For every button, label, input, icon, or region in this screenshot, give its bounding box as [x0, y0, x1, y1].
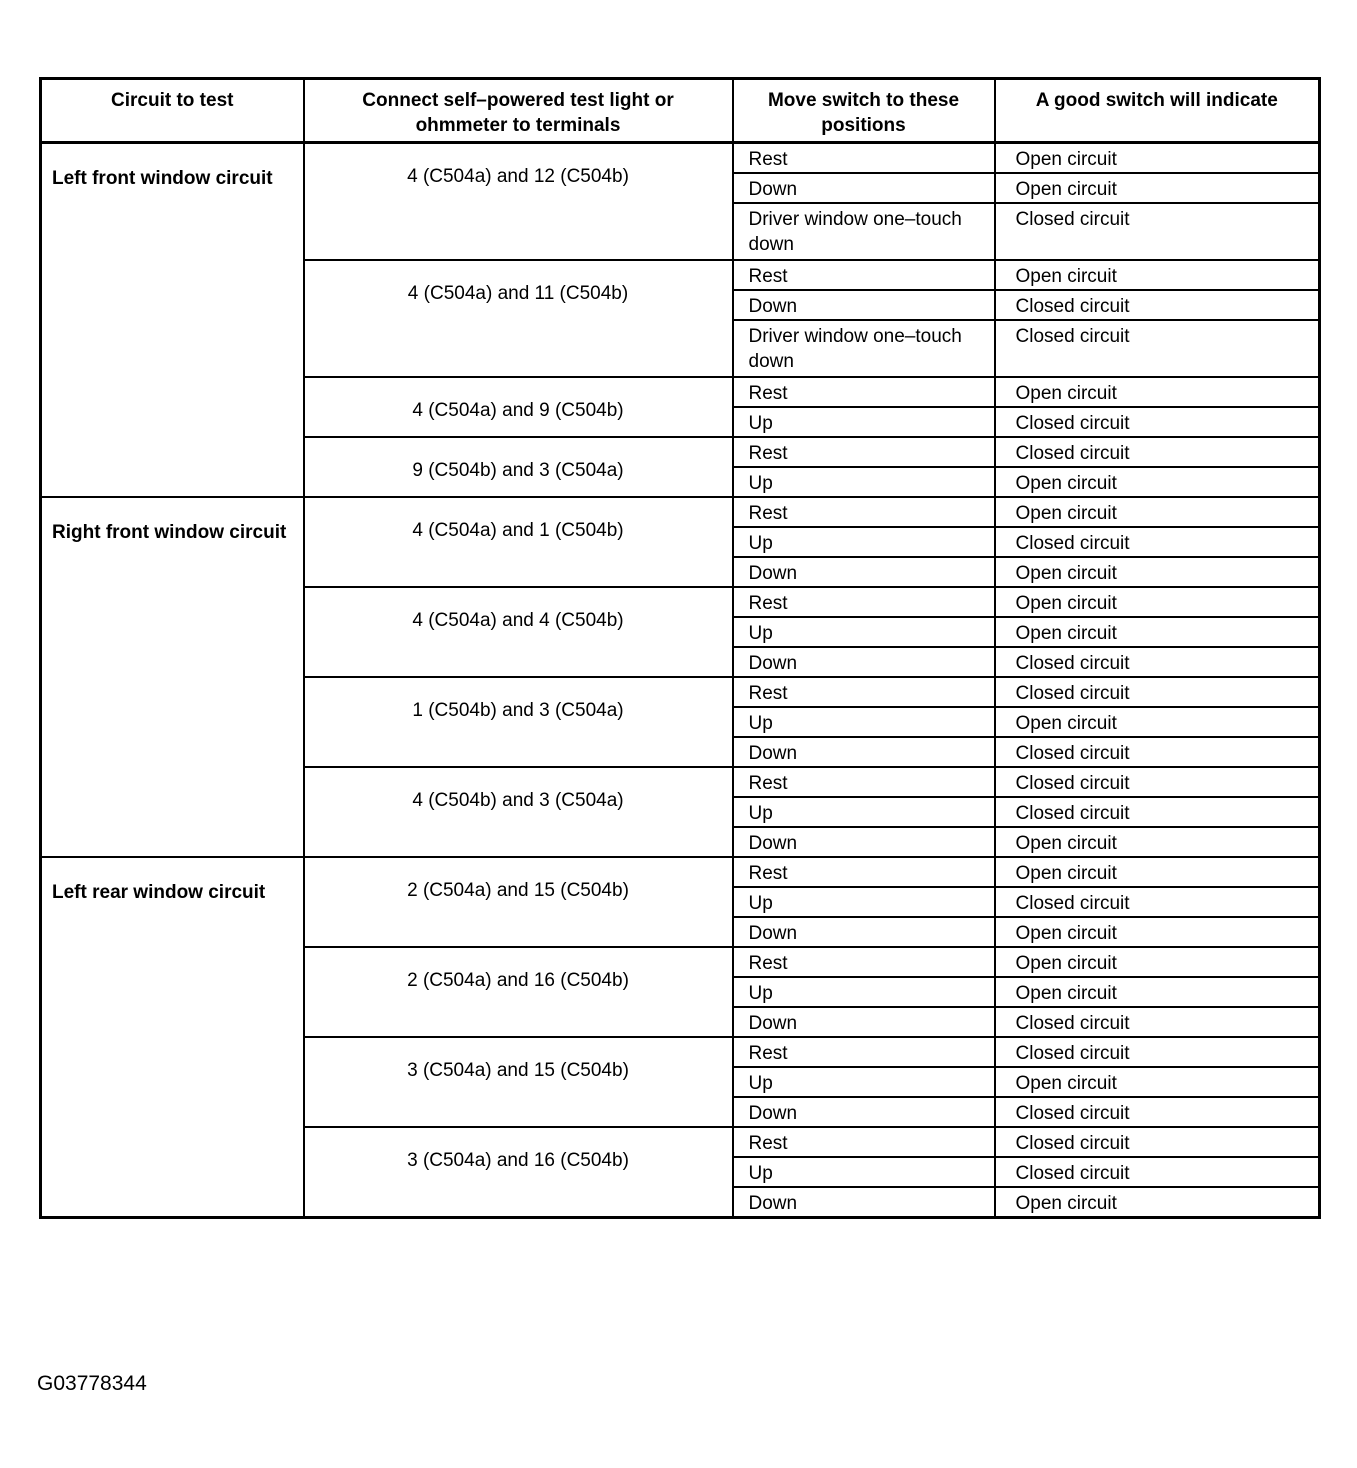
expected-result: Open circuit: [995, 617, 1320, 647]
terminal-pair: 4 (C504a) and 11 (C504b): [304, 260, 733, 377]
terminal-pair: 3 (C504a) and 16 (C504b): [304, 1127, 733, 1218]
switch-position: Rest: [733, 587, 995, 617]
switch-position: Rest: [733, 857, 995, 887]
expected-result: Closed circuit: [995, 1097, 1320, 1127]
switch-position: Down: [733, 1187, 995, 1218]
switch-position: Rest: [733, 767, 995, 797]
expected-result: Open circuit: [995, 143, 1320, 174]
switch-position: Up: [733, 407, 995, 437]
switch-position: Rest: [733, 143, 995, 174]
switch-position: Up: [733, 1157, 995, 1187]
expected-result: Open circuit: [995, 917, 1320, 947]
table-row: [41, 857, 1320, 887]
circuit-name: Left rear window circuit: [41, 857, 304, 1218]
switch-position: Down: [733, 1007, 995, 1037]
expected-result: Closed circuit: [995, 437, 1320, 467]
expected-result: Open circuit: [995, 260, 1320, 290]
terminal-pair: 1 (C504b) and 3 (C504a): [304, 677, 733, 767]
switch-position: Rest: [733, 260, 995, 290]
expected-result: Closed circuit: [995, 203, 1320, 260]
switch-position: Driver window one–touch down: [733, 320, 995, 377]
switch-position: Down: [733, 290, 995, 320]
switch-position: Down: [733, 827, 995, 857]
expected-result: Closed circuit: [995, 737, 1320, 767]
switch-position: Rest: [733, 947, 995, 977]
switch-position: Down: [733, 557, 995, 587]
switch-position: Down: [733, 647, 995, 677]
header-switch-positions: Move switch to these positions: [733, 79, 995, 143]
expected-result: Open circuit: [995, 977, 1320, 1007]
switch-position: Up: [733, 1067, 995, 1097]
switch-position: Rest: [733, 1127, 995, 1157]
expected-result: Closed circuit: [995, 1007, 1320, 1037]
figure-id: G03778344: [37, 1372, 147, 1395]
expected-result: Closed circuit: [995, 887, 1320, 917]
switch-position: Up: [733, 887, 995, 917]
expected-result: Closed circuit: [995, 767, 1320, 797]
expected-result: Open circuit: [995, 947, 1320, 977]
terminal-pair: 4 (C504a) and 1 (C504b): [304, 497, 733, 587]
switch-position: Up: [733, 797, 995, 827]
expected-result: Open circuit: [995, 827, 1320, 857]
terminal-pair: 2 (C504a) and 15 (C504b): [304, 857, 733, 947]
switch-position: Rest: [733, 677, 995, 707]
terminal-pair: 4 (C504a) and 9 (C504b): [304, 377, 733, 437]
expected-result: Open circuit: [995, 557, 1320, 587]
switch-position: Up: [733, 527, 995, 557]
header-terminals: Connect self–powered test light or ohmmeter to terminals: [304, 79, 733, 143]
expected-result: Open circuit: [995, 857, 1320, 887]
switch-position: Up: [733, 977, 995, 1007]
header-expected-result: A good switch will indicate: [995, 79, 1320, 143]
switch-test-table: [39, 77, 1321, 1219]
circuit-name: Right front window circuit: [41, 497, 304, 857]
expected-result: Closed circuit: [995, 1127, 1320, 1157]
expected-result: Open circuit: [995, 377, 1320, 407]
expected-result: Closed circuit: [995, 1037, 1320, 1067]
terminal-pair: 2 (C504a) and 16 (C504b): [304, 947, 733, 1037]
expected-result: Closed circuit: [995, 320, 1320, 377]
switch-position: Rest: [733, 437, 995, 467]
expected-result: Closed circuit: [995, 1157, 1320, 1187]
header-circuit-to-test: Circuit to test: [41, 79, 304, 143]
switch-position: Down: [733, 917, 995, 947]
table-header: [41, 79, 1320, 143]
expected-result: Open circuit: [995, 587, 1320, 617]
switch-position: Down: [733, 173, 995, 203]
switch-position: Down: [733, 1097, 995, 1127]
terminal-pair: 4 (C504b) and 3 (C504a): [304, 767, 733, 857]
switch-position: Driver window one–touch down: [733, 203, 995, 260]
switch-position: Up: [733, 617, 995, 647]
terminal-pair: 4 (C504a) and 12 (C504b): [304, 143, 733, 261]
expected-result: Closed circuit: [995, 797, 1320, 827]
expected-result: Open circuit: [995, 707, 1320, 737]
table-body: [41, 143, 1320, 1218]
expected-result: Closed circuit: [995, 407, 1320, 437]
expected-result: Open circuit: [995, 1187, 1320, 1218]
table-row: [41, 143, 1320, 174]
table-row: [41, 497, 1320, 527]
expected-result: Open circuit: [995, 173, 1320, 203]
terminal-pair: 4 (C504a) and 4 (C504b): [304, 587, 733, 677]
terminal-pair: 3 (C504a) and 15 (C504b): [304, 1037, 733, 1127]
switch-position: Rest: [733, 1037, 995, 1067]
circuit-name: Left front window circuit: [41, 143, 304, 498]
switch-position: Rest: [733, 497, 995, 527]
switch-position: Up: [733, 707, 995, 737]
switch-position: Down: [733, 737, 995, 767]
expected-result: Closed circuit: [995, 527, 1320, 557]
expected-result: Open circuit: [995, 497, 1320, 527]
expected-result: Closed circuit: [995, 647, 1320, 677]
terminal-pair: 9 (C504b) and 3 (C504a): [304, 437, 733, 497]
expected-result: Open circuit: [995, 467, 1320, 497]
expected-result: Open circuit: [995, 1067, 1320, 1097]
switch-position: Up: [733, 467, 995, 497]
expected-result: Closed circuit: [995, 677, 1320, 707]
switch-position: Rest: [733, 377, 995, 407]
expected-result: Closed circuit: [995, 290, 1320, 320]
